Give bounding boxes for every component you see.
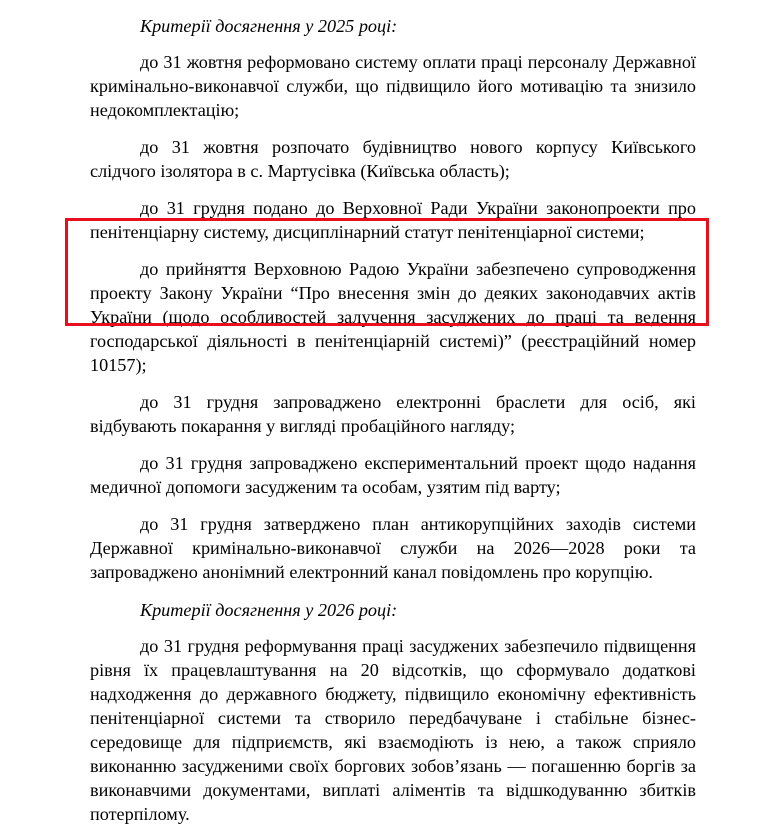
criterion-paragraph: до 31 грудня затверджено план антикорупційних заходів системи Державної кримінально-виконавчої служби на 2026—2028 роки та запроваджено анонімний електронний канал повідомлень про корупцію. bbox=[90, 514, 696, 582]
criterion-paragraph: до 31 грудня запроваджено електронні браслети для осіб, які відбувають покарання у вигляді пробаційного нагляду; bbox=[90, 392, 696, 436]
criterion-paragraph: до 31 жовтня розпочато будівництво нового корпусу Київського слідчого ізолятора в с. Мартусівка (Київська область); bbox=[90, 137, 696, 181]
section-heading-2026: Критерії досягнення у 2026 році: bbox=[140, 600, 398, 620]
criterion-paragraph-highlighted: до прийняття Верховною Радою України забезпечено супроводження проекту Закону України “Про внесення змін до деяких законодавчих актів України (щодо особливостей залучення засуджених до праці та ведення господарської діяльності в пенітенціарній системі)” (реєстраційний номер 10157); bbox=[90, 259, 696, 375]
section-heading-2025: Критерії досягнення у 2025 році: bbox=[140, 16, 398, 36]
criterion-paragraph: до 31 грудня реформування праці засуджених забезпечило підвищення рівня їх працевлаштування на 20 відсотків, що сформувало додаткові надходження до державного бюджету, підвищило економічну ефективність пенітенціарної системи та створило передбачуване і стабільне бізнес-середовище для підприємств, які взаємодіють із нею, а також сприяло виконанню засудженими своїх боргових зобов’язань — погашенню боргів за виконавчими документами, виплаті аліментів та відшкодуванню збитків потерпілому. bbox=[90, 636, 696, 824]
criterion-paragraph: до 31 грудня запроваджено експериментальний проект щодо надання медичної допомоги засудженим та особам, узятим під варту; bbox=[90, 453, 696, 497]
document-page bbox=[90, 0, 696, 839]
criterion-paragraph: до 31 жовтня реформовано систему оплати праці персоналу Державної кримінально-виконавчої служби, що підвищило його мотивацію та знизило недокомплектацію; bbox=[90, 52, 696, 120]
criterion-paragraph: до 31 грудня подано до Верховної Ради України законопроекти про пенітенціарну систему, дисциплінарний статут пенітенціарної системи; bbox=[90, 198, 696, 242]
